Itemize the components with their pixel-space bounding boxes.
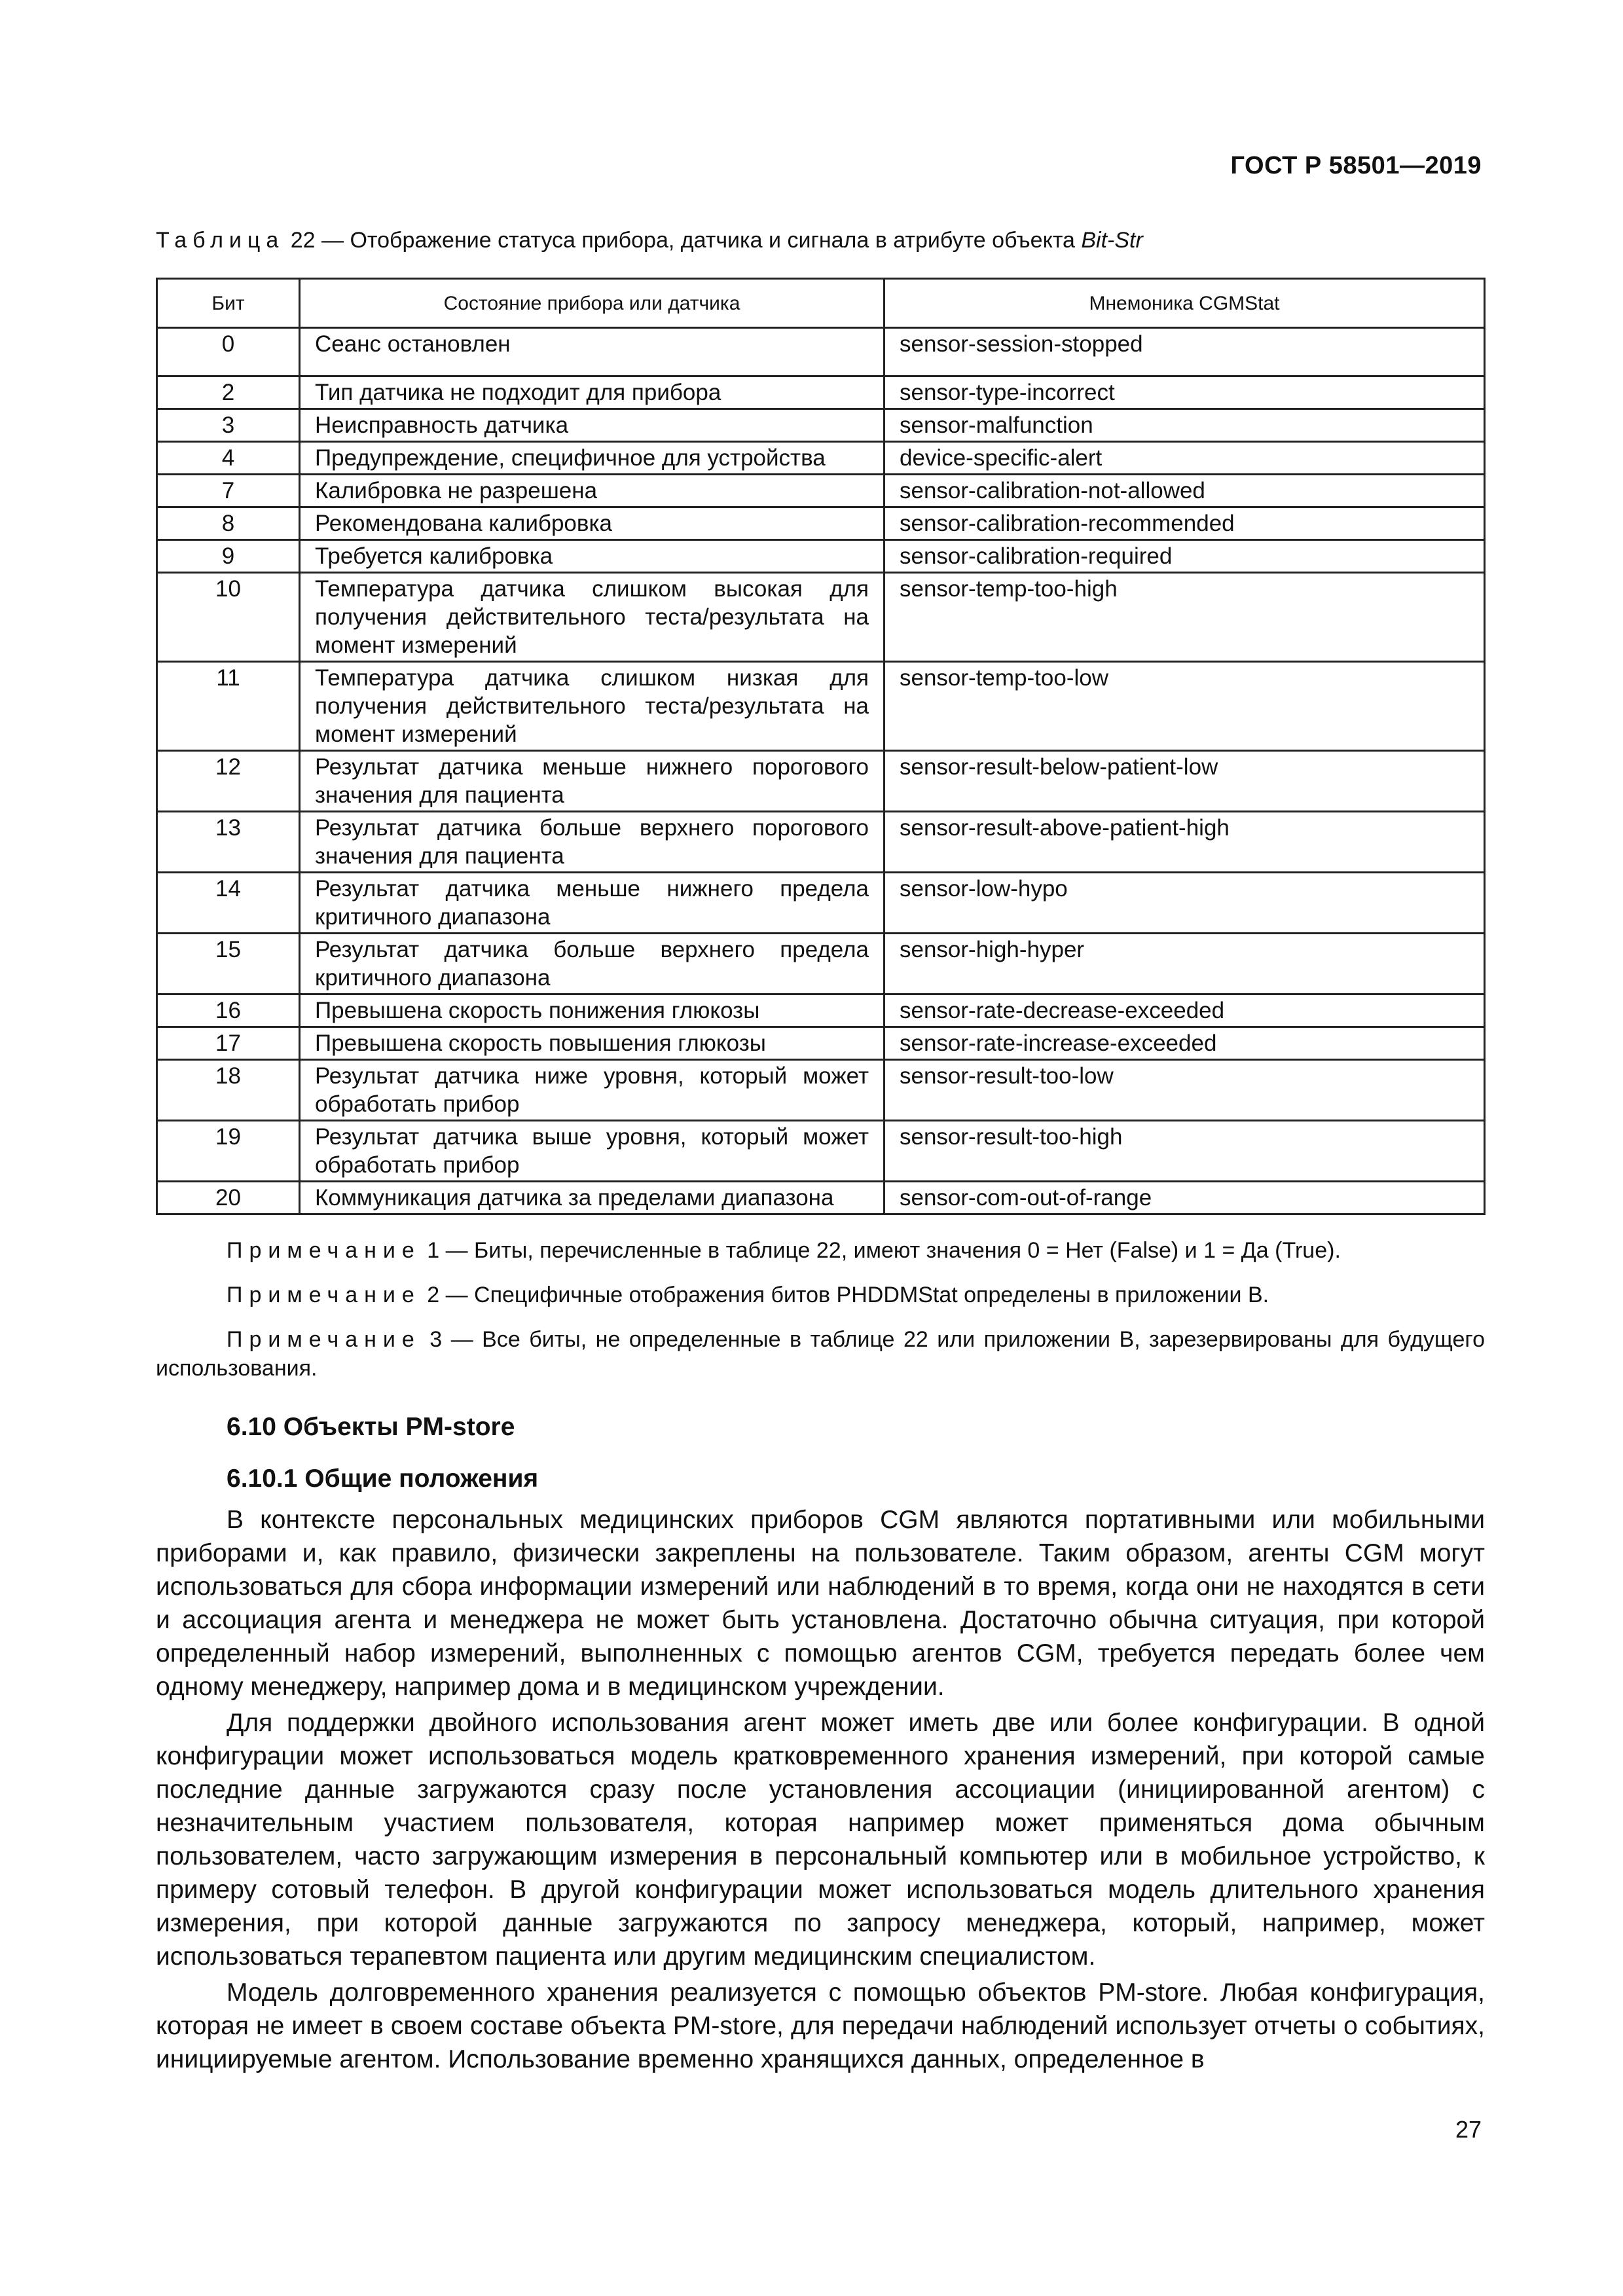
cell-mnemonic: sensor-malfunction bbox=[884, 409, 1485, 442]
cell-bit: 13 bbox=[157, 812, 300, 873]
table-row bbox=[157, 540, 1485, 573]
caption-title: 22 — Отображение статуса прибора, датчика и сигнала в атрибуте объекта bbox=[284, 228, 1082, 253]
cell-mnemonic: sensor-temp-too-low bbox=[884, 662, 1485, 751]
cell-state: Сеанс остановлен bbox=[300, 328, 884, 376]
cell-bit: 20 bbox=[157, 1182, 300, 1214]
note-text: 3 — Все биты, не определенные в таблице 22 или приложении В, зарезервированы для будущего использования. bbox=[156, 1327, 1485, 1381]
cell-state: Рекомендована калибровка bbox=[300, 507, 884, 540]
cell-state: Неисправность датчика bbox=[300, 409, 884, 442]
cell-state: Температура датчика слишком низкая для получения действительного теста/результата на момент измерений bbox=[300, 662, 884, 751]
cell-state: Результат датчика ниже уровня, который может обработать прибор bbox=[300, 1060, 884, 1121]
cell-bit: 0 bbox=[157, 328, 300, 376]
cell-state: Калибровка не разрешена bbox=[300, 475, 884, 507]
header-mnemonic: Мнемоника CGMStat bbox=[884, 279, 1485, 328]
cell-mnemonic: sensor-low-hypo bbox=[884, 873, 1485, 934]
page-number: 27 bbox=[1455, 2116, 1482, 2143]
paragraph: Для поддержки двойного использования агент может иметь две или более конфигурации. В одной конфигурации может использоваться модель кратковременного хранения измерений, при которой самые последние данные загружаются сразу после установления ассоциации (инициированной агентом) с незначительным участием пользователя, которая например может применяться дома обычным пользователем, часто загружающим измерения в персональный компьютер или в мобильное устройство, к примеру сотовый телефон. В другой конфигурации может использоваться модель длительного хранения измерения, при которой данные загружаются по запросу менеджера, который, например, может использоваться терапевтом пациента или другим медицинским специалистом. bbox=[156, 1709, 1485, 1971]
table-row bbox=[157, 662, 1485, 751]
cell-bit: 19 bbox=[157, 1121, 300, 1182]
section-body bbox=[156, 1410, 1485, 2079]
subsection-heading: 6.10.1 Общие положения bbox=[227, 1465, 539, 1493]
cell-mnemonic: sensor-high-hyper bbox=[884, 934, 1485, 994]
table-row bbox=[157, 1060, 1485, 1121]
note-label: Примечание bbox=[227, 1327, 421, 1352]
cell-bit: 17 bbox=[157, 1027, 300, 1060]
cell-state: Результат датчика больше верхнего порогового значения для пациента bbox=[300, 812, 884, 873]
cell-mnemonic: sensor-calibration-not-allowed bbox=[884, 475, 1485, 507]
cell-mnemonic: sensor-result-too-low bbox=[884, 1060, 1485, 1121]
cell-bit: 8 bbox=[157, 507, 300, 540]
table-row bbox=[157, 573, 1485, 662]
table-row bbox=[157, 475, 1485, 507]
cell-mnemonic: sensor-temp-too-high bbox=[884, 573, 1485, 662]
table-row bbox=[157, 507, 1485, 540]
cell-bit: 15 bbox=[157, 934, 300, 994]
cell-mnemonic: sensor-session-stopped bbox=[884, 328, 1485, 376]
cell-bit: 11 bbox=[157, 662, 300, 751]
cell-bit: 7 bbox=[157, 475, 300, 507]
cell-bit: 14 bbox=[157, 873, 300, 934]
cell-bit: 9 bbox=[157, 540, 300, 573]
header-state: Состояние прибора или датчика bbox=[300, 279, 884, 328]
status-table bbox=[156, 278, 1486, 1215]
cell-bit: 4 bbox=[157, 442, 300, 475]
note-text: 1 — Биты, перечисленные в таблице 22, имеют значения 0 = Нет (False) и 1 = Да (True). bbox=[420, 1238, 1341, 1263]
table-row bbox=[157, 1182, 1485, 1214]
cell-state: Тип датчика не подходит для прибора bbox=[300, 376, 884, 409]
table-caption bbox=[156, 228, 1485, 253]
header-bit: Бит bbox=[157, 279, 300, 328]
caption-label: Таблица bbox=[156, 228, 285, 253]
notes bbox=[156, 1236, 1485, 1398]
note bbox=[156, 1325, 1485, 1383]
cell-bit: 2 bbox=[157, 376, 300, 409]
table-header-row bbox=[157, 279, 1485, 328]
table-row bbox=[157, 994, 1485, 1027]
table-row bbox=[157, 812, 1485, 873]
note bbox=[156, 1236, 1485, 1265]
cell-state: Предупреждение, специфичное для устройства bbox=[300, 442, 884, 475]
cell-state: Коммуникация датчика за пределами диапазона bbox=[300, 1182, 884, 1214]
table-row bbox=[157, 873, 1485, 934]
paragraph: Модель долговременного хранения реализуется с помощью объектов PM-store. Любая конфигурация, которая не имеет в своем составе объекта PM-store, для передачи наблюдений использует отчеты о событиях, инициируемые агентом. Использование временно хранящихся данных, определенное в bbox=[156, 1978, 1485, 2073]
note-text: 2 — Специфичные отображения битов PHDDMStat определены в приложении В. bbox=[420, 1283, 1269, 1307]
cell-mnemonic: device-specific-alert bbox=[884, 442, 1485, 475]
cell-mnemonic: sensor-calibration-required bbox=[884, 540, 1485, 573]
table-row bbox=[157, 328, 1485, 376]
cell-state: Превышена скорость повышения глюкозы bbox=[300, 1027, 884, 1060]
cell-state: Требуется калибровка bbox=[300, 540, 884, 573]
cell-bit: 18 bbox=[157, 1060, 300, 1121]
table-row bbox=[157, 1121, 1485, 1182]
table-row bbox=[157, 1027, 1485, 1060]
cell-mnemonic: sensor-rate-decrease-exceeded bbox=[884, 994, 1485, 1027]
cell-state: Результат датчика меньше нижнего порогового значения для пациента bbox=[300, 751, 884, 812]
cell-mnemonic: sensor-com-out-of-range bbox=[884, 1182, 1485, 1214]
document-id: ГОСТ Р 58501—2019 bbox=[1230, 152, 1482, 179]
note-label: Примечание bbox=[227, 1283, 421, 1307]
cell-state: Результат датчика больше верхнего предела критичного диапазона bbox=[300, 934, 884, 994]
cell-bit: 10 bbox=[157, 573, 300, 662]
cell-mnemonic: sensor-result-too-high bbox=[884, 1121, 1485, 1182]
cell-mnemonic: sensor-rate-increase-exceeded bbox=[884, 1027, 1485, 1060]
section-heading: 6.10 Объекты PM-store bbox=[227, 1413, 515, 1441]
caption-object: Bit-Str bbox=[1081, 228, 1143, 253]
note bbox=[156, 1281, 1485, 1309]
table-row bbox=[157, 409, 1485, 442]
note-label: Примечание bbox=[227, 1238, 421, 1263]
cell-bit: 12 bbox=[157, 751, 300, 812]
cell-state: Превышена скорость понижения глюкозы bbox=[300, 994, 884, 1027]
cell-bit: 16 bbox=[157, 994, 300, 1027]
cell-mnemonic: sensor-calibration-recommended bbox=[884, 507, 1485, 540]
cell-mnemonic: sensor-result-below-patient-low bbox=[884, 751, 1485, 812]
table-row bbox=[157, 751, 1485, 812]
cell-state: Результат датчика меньше нижнего предела критичного диапазона bbox=[300, 873, 884, 934]
table-row bbox=[157, 442, 1485, 475]
cell-mnemonic: sensor-result-above-patient-high bbox=[884, 812, 1485, 873]
paragraph: В контексте персональных медицинских приборов CGM являются портативными или мобильными приборами и, как правило, физически закреплены на пользователе. Таким образом, агенты CGM могут использоваться для сбора информации измерений или наблюдений в то время, когда они не находятся в сети и ассоциация агента и менеджера не может быть установлена. Достаточно обычна ситуация, при которой определенный набор измерений, выполненных с помощью агентов CGM, требуется передать более чем одному менеджеру, например дома и в медицинском учреждении. bbox=[156, 1506, 1485, 1701]
table-row bbox=[157, 376, 1485, 409]
table-row bbox=[157, 934, 1485, 994]
cell-mnemonic: sensor-type-incorrect bbox=[884, 376, 1485, 409]
cell-state: Температура датчика слишком высокая для получения действительного теста/результата на момент измерений bbox=[300, 573, 884, 662]
cell-state: Результат датчика выше уровня, который может обработать прибор bbox=[300, 1121, 884, 1182]
cell-bit: 3 bbox=[157, 409, 300, 442]
